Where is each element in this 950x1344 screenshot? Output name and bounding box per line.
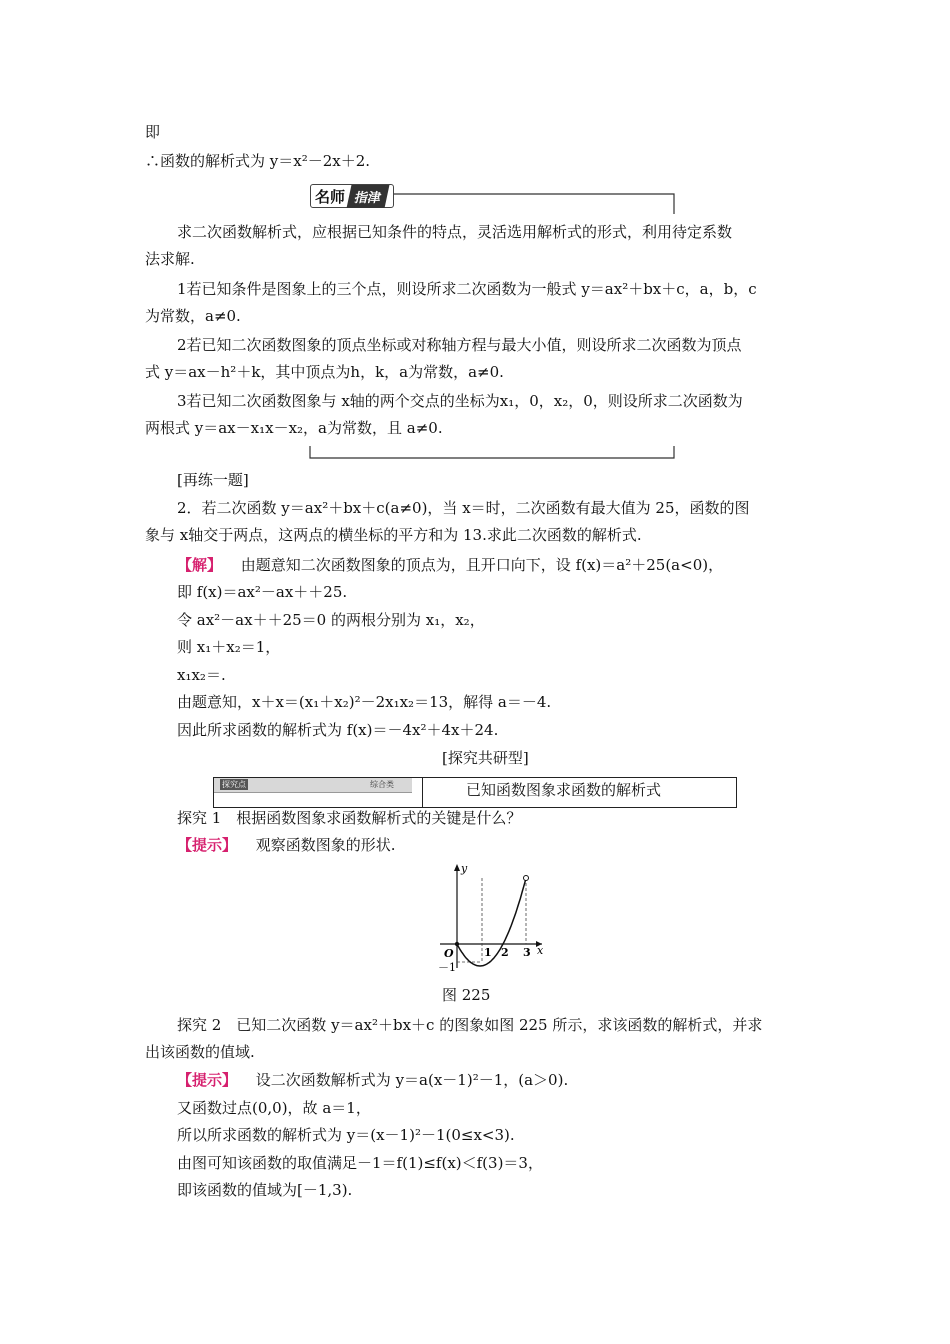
hint-line: 又函数过点(0,0)，故 a＝1，: [177, 1099, 371, 1117]
open-endpoint: [524, 876, 529, 881]
hint-line: 由图可知该函数的取值满足－1＝f(1)≤f(x)＜f(3)＝3，: [177, 1154, 543, 1172]
hint-tag: 【提示】: [177, 836, 238, 854]
section-label: [再练一题]: [177, 471, 249, 489]
hint-line: 所以所求函数的解析式为 y＝(x－1)²－1(0≤x<3).: [177, 1126, 515, 1144]
text-line: 为常数，a≠0.: [145, 307, 241, 325]
hint-text: 观察函数图象的形状.: [255, 836, 396, 854]
question-text: 出该函数的值域.: [145, 1043, 255, 1061]
text-line: 3若已知二次函数图象与 x轴的两个交点的坐标为x₁，0，x₂，0，则设所求二次函数为: [177, 392, 743, 410]
teacher-tip-badge: [310, 184, 394, 208]
tick-label-1: 1: [484, 946, 492, 959]
solution-line: 因此所求函数的解析式为 f(x)＝－4x²＋4x＋24.: [177, 721, 499, 739]
badge-label-highlight: 指津: [347, 185, 390, 208]
origin-point: [455, 942, 459, 946]
solution-line: x₁x₂＝.: [177, 666, 226, 684]
function-graph: [430, 860, 550, 975]
solution-text: 由题意知二次函数图象的顶点为，且开口向下，设 f(x)＝a²＋25(a<0)，: [240, 556, 724, 574]
problem-text: 2．若二次函数 y＝ax²＋bx＋c(a≠0)，当 x＝时，二次函数有最大值为 25，函数的图: [177, 499, 750, 517]
hint-line: 即该函数的值域为[－1,3).: [177, 1181, 353, 1199]
explore-tag-type: 综合类: [370, 780, 394, 789]
origin-label: O: [444, 947, 454, 960]
text-line: 2若已知二次函数图象的顶点坐标或对称轴方程与最大小值，则设所求二次函数为顶点: [177, 336, 742, 354]
section-title: [探究共研型]: [442, 749, 529, 767]
hint-tag: 【提示】: [177, 1071, 238, 1089]
explore-header-bar: [213, 777, 737, 808]
tick-label-3: 3: [523, 946, 531, 959]
explore-tag-strip: [214, 778, 412, 793]
text-line: 求二次函数解析式，应根据已知条件的特点，灵活选用解析式的形式，利用待定系数: [177, 223, 733, 241]
hint-text: 设二次函数解析式为 y＝a(x－1)²－1，(a＞0).: [255, 1071, 569, 1089]
solution-line: 则 x₁＋x₂＝1，: [177, 638, 281, 656]
y-axis-arrow: [454, 864, 460, 871]
problem-text: 象与 x轴交于两点，这两点的横坐标的平方和为 13.求此二次函数的解析式.: [145, 526, 642, 544]
text-line: ∴函数的解析式为 y＝x²－2x＋2.: [145, 152, 371, 170]
tick-label-2: 2: [501, 946, 509, 959]
hint-line: [177, 835, 396, 855]
x-axis-label: x: [537, 944, 544, 957]
question-text: 探究 2 已知二次函数 y＝ax²＋bx＋c 的图象如图 225 所示，求该函数的解析式，并求: [177, 1016, 763, 1034]
solution-line: 由题意知，x＋x＝(x₁＋x₂)²－2x₁x₂＝13，解得 a＝－4.: [177, 693, 552, 711]
badge-label: 名师: [315, 187, 346, 206]
hint-line: [177, 1070, 568, 1090]
explore-tag: 探究点: [222, 780, 246, 789]
text-line: 式 y＝ax－h²＋k，其中顶点为h，k，a为常数，a≠0.: [145, 363, 504, 381]
solution-line: 令 ax²－ax＋＋25＝0 的两根分别为 x₁，x₂，: [177, 611, 485, 629]
text-line: 法求解.: [145, 250, 195, 268]
solution-line: 即 f(x)＝ax²－ax＋＋25.: [177, 583, 348, 601]
question-text: 探究 1 根据函数图象求函数解析式的关键是什么？: [177, 809, 522, 827]
solution-tag: 【解】: [177, 556, 223, 574]
explore-title: 已知函数图象求函数的解析式: [466, 781, 662, 799]
figure-caption: 图 225: [442, 986, 491, 1004]
text-line: 两根式 y＝ax－x₁x－x₂，a为常数，且 a≠0.: [145, 419, 443, 437]
y-axis-label: y: [461, 862, 468, 875]
divider: [422, 778, 423, 807]
text-line: 即: [145, 123, 161, 141]
solution-line: [177, 555, 723, 575]
text-line: 1若已知条件是图象上的三个点，则设所求二次函数为一般式 y＝ax²＋bx＋c，a，b，c: [177, 280, 757, 298]
tick-label-neg1: －1: [438, 961, 456, 974]
